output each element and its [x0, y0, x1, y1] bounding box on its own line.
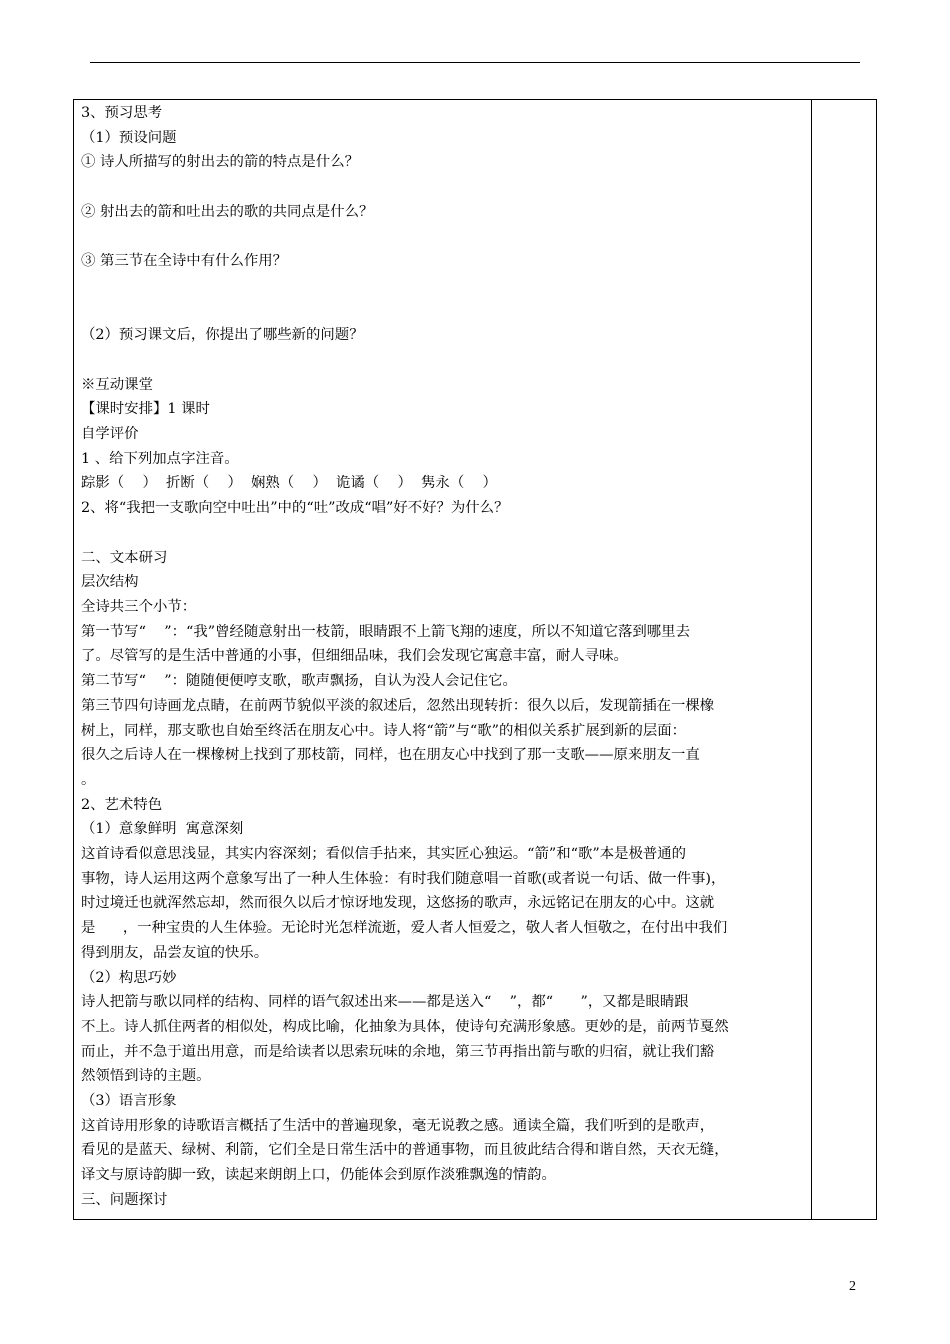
header-rule [90, 62, 860, 63]
section-heading: 3、预习思考 [81, 105, 163, 121]
text-line: 踪影（ ） 折断（ ） 娴熟（ ） 诡谲（ ） 隽永（ ） [81, 475, 497, 492]
question: ③ 第三节在全诗中有什么作用？ [81, 253, 288, 270]
main-cell [81, 101, 807, 1213]
text-line: 这首诗用形象的诗歌语言概括了生活中的普遍现象，毫无说教之感。通读全篇，我们听到的是歌声， [81, 1117, 715, 1134]
text-line: 第二节写“ ”：随随便便哼支歌，歌声飘扬，自认为没人会记住它。 [81, 673, 517, 690]
question: ① 诗人所描写的射出去的箭的特点是什么？ [81, 154, 359, 171]
question: （2）预习课文后，你提出了哪些新的问题？ [81, 327, 364, 344]
text-line: 第一节写“ ”：“我”曾经随意射出一枝箭，眼睛跟不上箭飞翔的速度，所以不知道它落到哪里去 [81, 623, 690, 640]
text-line: 然领悟到诗的主题。 [81, 1068, 211, 1085]
text-line: 1 、给下列加点字注音。 [81, 450, 239, 467]
text-line: 很久之后诗人在一棵橡树上找到了那枝箭，同样，也在朋友心中找到了那一支歌——原来朋友一直 [81, 747, 700, 764]
question: ② 射出去的箭和吐出去的歌的共同点是什么？ [81, 203, 374, 220]
section-heading: 二、文本研习 [81, 549, 168, 566]
text-line: 时过境迁也就浑然忘却，然而很久以后才惊讶地发现，这悠扬的歌声，永远铭记在朋友的心中。这就 [81, 895, 715, 912]
text-line: 是 ，一种宝贵的人生体验。无论时光怎样流逝，爱人者人恒爱之，敬人者人恒敬之，在付出中我们 [81, 920, 728, 937]
subheading: （2）构思巧妙 [81, 969, 177, 986]
subheading: （1）预设问题 [81, 129, 177, 146]
subheading: 层次结构 [81, 574, 139, 591]
text-line: 译文与原诗韵脚一致，读起来朗朗上口，仍能体会到原作淡雅飘逸的情韵。 [81, 1167, 556, 1184]
text-line: 【课时安排】1 课时 [81, 401, 210, 418]
page-number: 2 [849, 1279, 856, 1294]
text-line: 第三节四句诗画龙点睛，在前两节貌似平淡的叙述后，忽然出现转折：很久以后，发现箭插在一棵橡 [81, 697, 715, 714]
text-line: 得到朋友，品尝友谊的快乐。 [81, 944, 269, 961]
text-line: 树上，同样，那支歌也自始至终活在朋友心中。诗人将“箭”与“歌”的相似关系扩展到新的层面： [81, 722, 687, 739]
answer-space [81, 274, 807, 323]
answer-space [81, 521, 807, 546]
text-line: 了。尽管写的是生活中普通的小事，但细细品味，我们会发现它寓意丰富，耐人寻味。 [81, 648, 628, 665]
answer-space [81, 225, 807, 250]
text-line: 诗人把箭与歌以同样的结构、同样的语气叙述出来——都是送入“ ”，都“ ”，又都是眼睛跟 [81, 994, 689, 1011]
text-line: 全诗共三个小节： [81, 598, 197, 615]
text-line: 而止，并不急于道出用意，而是给读者以思索玩味的余地，第三节再指出箭与歌的归宿，就让我们豁 [81, 1043, 715, 1060]
subheading: （3）语言形象 [81, 1093, 177, 1110]
text-line: 不上。诗人抓住两者的相似处，构成比喻，化抽象为具体，使诗句充满形象感。更妙的是，前两节戛然 [81, 1018, 729, 1035]
subheading: （1）意象鲜明 寓意深刻 [81, 821, 244, 838]
subheading: 自学评价 [81, 426, 139, 443]
text-line: 2、将“我把一支歌向空中吐出”中的“吐”改成“唱”好不好？为什么？ [81, 500, 509, 517]
section-heading: 三、问题探讨 [81, 1191, 168, 1208]
column-divider [811, 100, 812, 1219]
text-line: 。 [81, 771, 96, 788]
answer-space [81, 348, 807, 373]
text-line: 这首诗看似意思浅显，其实内容深刻；看似信手拈来，其实匠心独运。“箭”和“歌”本是极普通的 [81, 846, 687, 863]
section-heading: ※互动课堂 [81, 376, 153, 393]
text-line: 看见的是蓝天、绿树、利箭，它们全是日常生活中的普通事物，而且彼此结合得和谐自然，天衣无缝， [81, 1142, 729, 1159]
answer-space [81, 175, 807, 200]
text-line: 事物，诗人运用这两个意象写出了一种人生体验：有时我们随意唱一首歌(或者说一句话、做一件事)， [81, 870, 726, 887]
section-heading: 2、艺术特色 [81, 796, 163, 813]
